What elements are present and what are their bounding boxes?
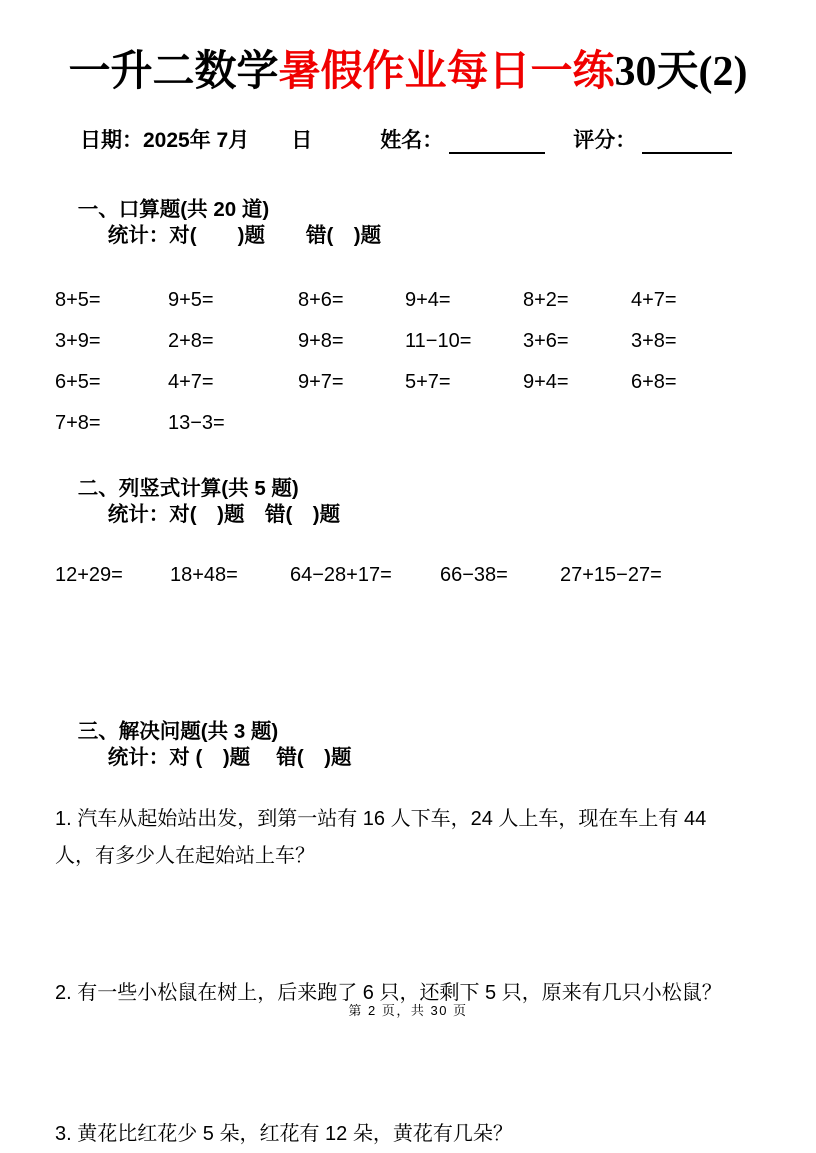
section1-stats: 统计：对( )题 错( )题	[107, 223, 382, 247]
word-problem-3: 3. 黄花比红花少 5 朵，红花有 12 朵，黄花有几朵？	[55, 1122, 513, 1145]
oral-problem: 9+5=	[168, 288, 214, 311]
title-text-accent: 暑假作业每日一练	[278, 49, 615, 95]
oral-problem: 11−10=	[405, 329, 472, 352]
score-label: 评分：	[573, 128, 637, 152]
oral-problem: 6+5=	[55, 370, 101, 393]
page-number: 第 2 页，共 30 页	[348, 1003, 468, 1018]
oral-problem: 2+8=	[168, 329, 214, 352]
oral-problem: 6+8=	[631, 370, 677, 393]
oral-problem: 8+5=	[55, 288, 101, 311]
oral-problem: 13−3=	[168, 411, 225, 434]
oral-problem: 9+7=	[298, 370, 344, 393]
title-text-primary: 一升二数学	[68, 49, 279, 95]
vertical-problem: 64−28+17=	[290, 563, 392, 586]
section2-header	[55, 450, 761, 554]
oral-problem: 5+7=	[405, 370, 451, 393]
oral-problem: 9+8=	[298, 329, 344, 352]
vertical-problem: 66−38=	[440, 563, 508, 586]
vertical-problem: 12+29=	[55, 563, 123, 586]
oral-problem: 3+8=	[631, 329, 677, 352]
section2-stats: 统计：对( )题 错( )题	[107, 502, 341, 526]
meta-row	[80, 124, 761, 154]
title-text-suffix: 30天(2)	[614, 49, 748, 95]
oral-problem: 7+8=	[55, 411, 101, 434]
page-title	[55, 46, 761, 99]
oral-problem: 3+6=	[523, 329, 569, 352]
section3-stats: 统计：对 ( )题 错( )题	[107, 745, 352, 769]
oral-problem: 9+4=	[523, 370, 569, 393]
oral-problem: 3+9=	[55, 329, 101, 352]
vertical-problems-row	[55, 563, 761, 587]
oral-problem: 4+7=	[631, 288, 677, 311]
oral-problem: 8+6=	[298, 288, 344, 311]
name-blank-field	[449, 134, 545, 154]
oral-problem: 9+4=	[405, 288, 451, 311]
date-label: 日期：2025年 7月 日	[80, 128, 313, 152]
section2-heading: 二、列竖式计算(共 5 题)	[77, 476, 299, 500]
section1-heading: 一、口算题(共 20 道)	[77, 197, 270, 221]
oral-problem: 8+2=	[523, 288, 569, 311]
name-label: 姓名：	[380, 128, 444, 152]
word-problem-2: 2. 有一些小松鼠在树上，后来跑了 6 只，还剩下 5 只，原来有几只小松鼠？	[55, 981, 722, 1004]
section3-header	[55, 693, 761, 797]
section1-header	[55, 171, 761, 275]
oral-problem: 4+7=	[168, 370, 214, 393]
section3-heading: 三、解决问题(共 3 题)	[77, 719, 279, 743]
score-blank-field	[642, 134, 732, 154]
vertical-problem: 18+48=	[170, 563, 238, 586]
word-problem-1: 1. 汽车从起始站出发，到第一站有 16 人下车，24 人上车，现在车上有 44 人，有多少人在起始站上车？	[55, 807, 707, 867]
oral-problems-grid	[55, 288, 761, 435]
vertical-problem: 27+15−27=	[560, 563, 662, 586]
